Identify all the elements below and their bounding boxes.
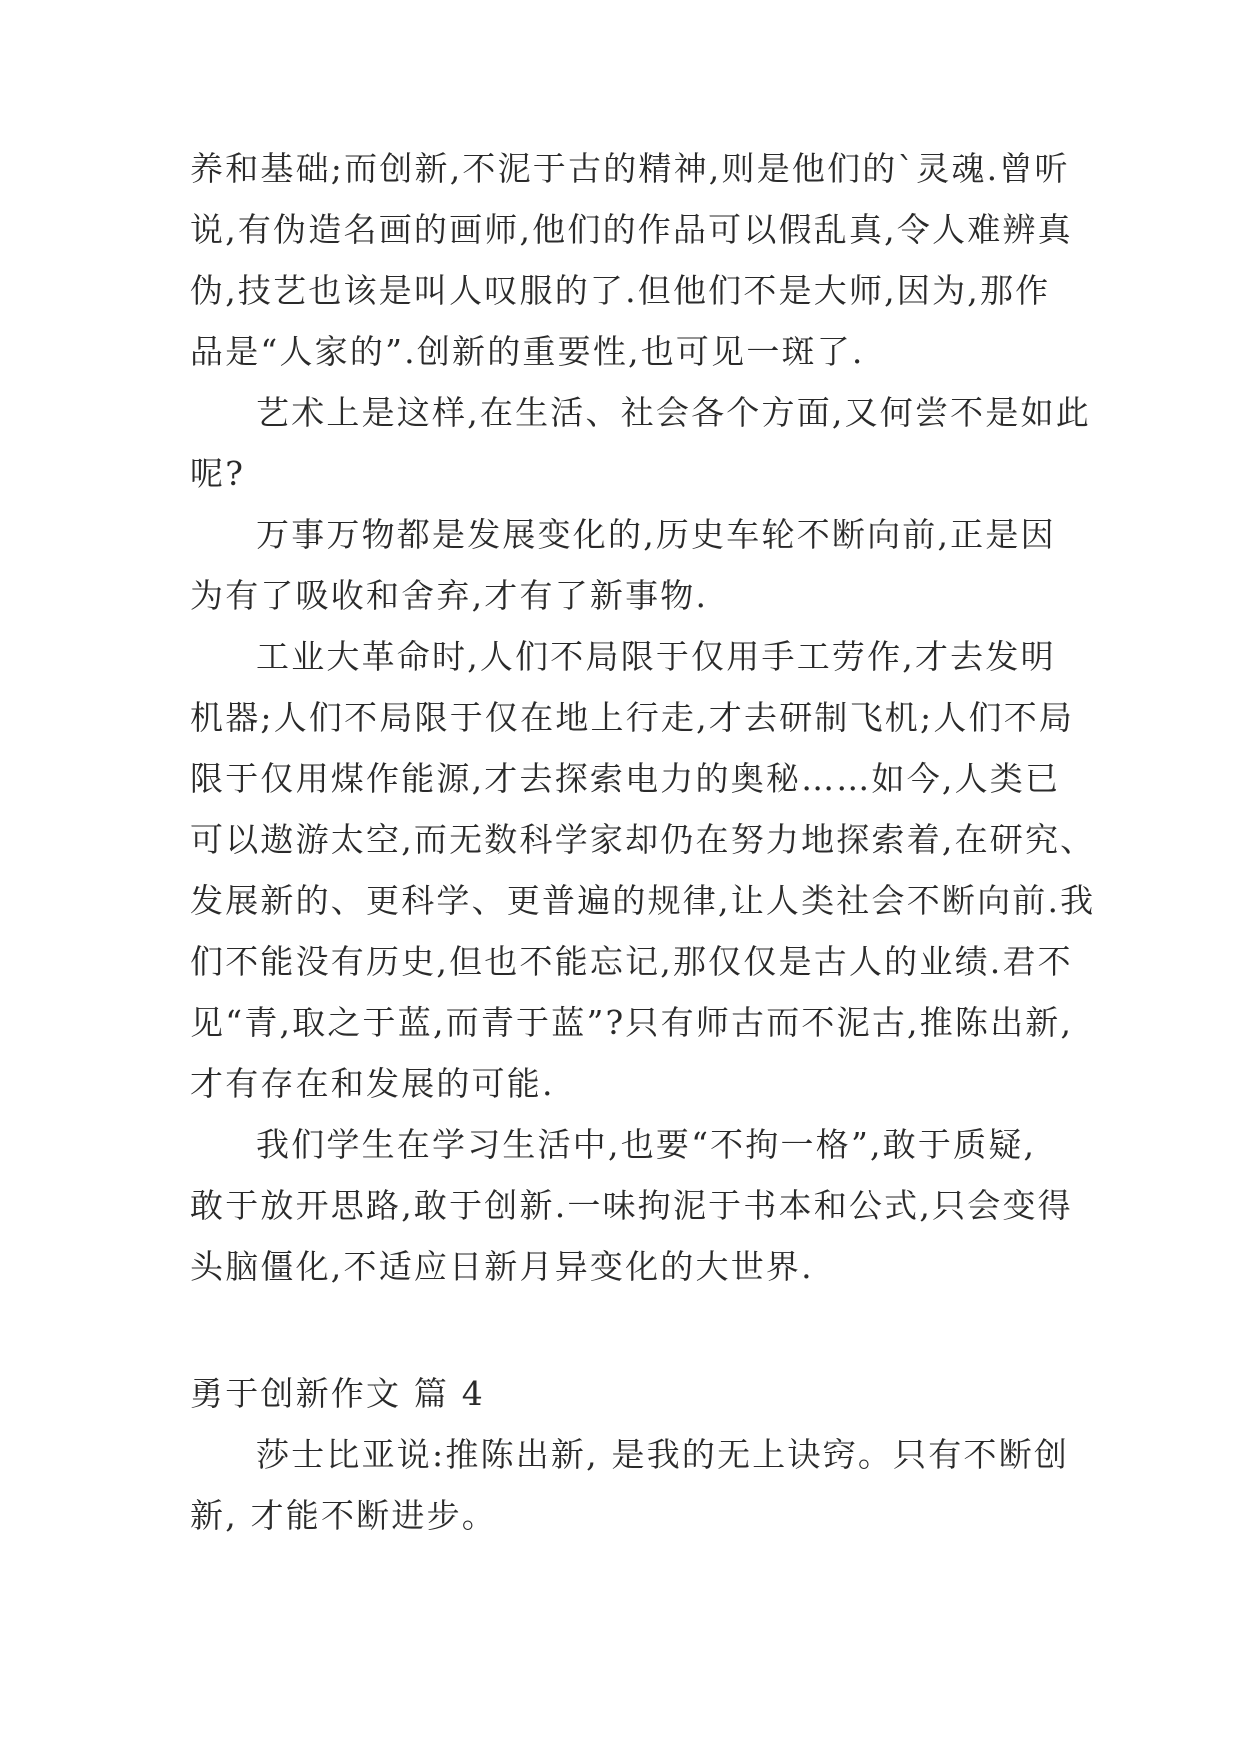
text-line: 见“青,取之于蓝,而青于蓝”?只有师古而不泥古,推陈出新, (190, 1003, 1074, 1042)
text-line: 艺术上是这样,在生活、社会各个方面,又何尝不是如此 (256, 393, 1091, 432)
text-line: 工业大革命时,人们不局限于仅用手工劳作,才去发明 (256, 637, 1056, 676)
text-line: 我们学生在学习生活中,也要“不拘一格”,敢于质疑, (256, 1125, 1037, 1164)
text-line: 养和基础;而创新,不泥于古的精神,则是他们的`灵魂.曾听 (190, 149, 1070, 188)
text-line: 限于仅用煤作能源,才去探索电力的奥秘……如今,人类已 (190, 759, 1061, 798)
text-line: 才有存在和发展的可能. (190, 1064, 555, 1103)
paragraph-5 (190, 1114, 1073, 1297)
text-line: 伪,技艺也该是叫人叹服的了.但他们不是大师,因为,那作 (190, 271, 1051, 310)
text-line: 们不能没有历史,但也不能忘记,那仅仅是古人的业绩.君不 (190, 942, 1073, 981)
text-line: 为有了吸收和舍弃,才有了新事物. (190, 576, 709, 615)
text-line: 万事万物都是发展变化的,历史车轮不断向前,正是因 (256, 515, 1056, 554)
text-line: 新, 才能不断进步。 (190, 1496, 497, 1535)
text-line: 可以遨游太空,而无数科学家却仍在努力地探索着,在研究、 (190, 820, 1096, 859)
text-line: 机器;人们不局限于仅在地上行走,才去研制飞机;人们不局 (190, 698, 1075, 737)
paragraph-4 (190, 626, 1096, 1114)
paragraph-1 (190, 138, 1073, 382)
text-line: 发展新的、更科学、更普遍的规律,让人类社会不断向前.我 (190, 881, 1096, 920)
section-heading: 勇于创新作文 篇 4 (190, 1374, 485, 1413)
paragraph-2 (190, 382, 1091, 504)
text-line: 品是“人家的”.创新的重要性,也可见一斑了. (190, 332, 865, 371)
section-spacer (190, 1297, 1060, 1363)
text-line: 说,有伪造名画的画师,他们的作品可以假乱真,令人难辨真 (190, 210, 1073, 249)
text-line: 头脑僵化,不适应日新月异变化的大世界. (190, 1247, 814, 1286)
text-line: 莎士比亚说:推陈出新, 是我的无上诀窍。只有不断创 (256, 1435, 1070, 1474)
paragraph-3 (190, 504, 1060, 626)
text-line: 呢? (190, 454, 246, 493)
section-paragraph (190, 1424, 1070, 1546)
document-page (190, 138, 1096, 1546)
text-line: 敢于放开思路,敢于创新.一味拘泥于书本和公式,只会变得 (190, 1186, 1073, 1225)
